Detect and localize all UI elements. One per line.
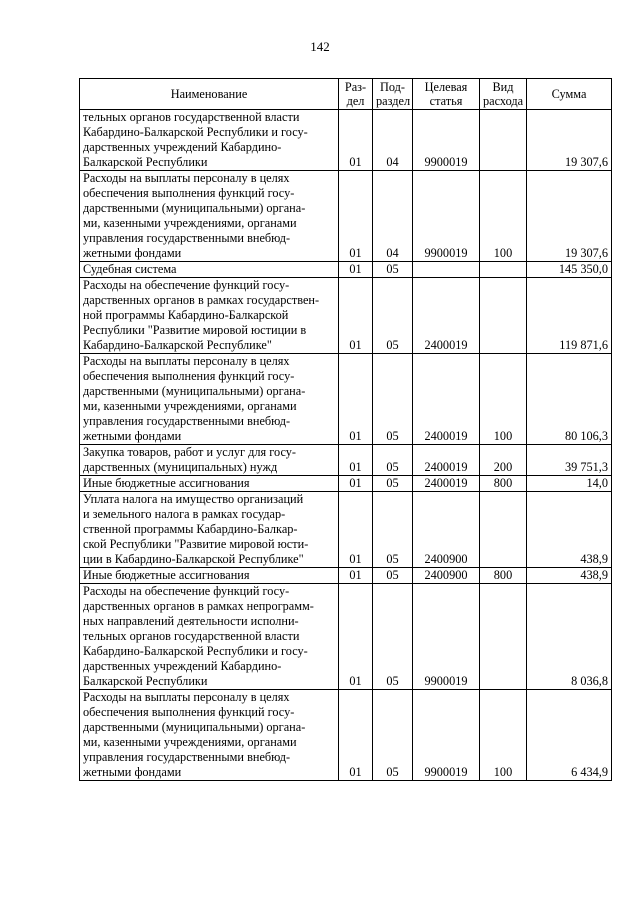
cell-sum: 19 307,6	[527, 110, 612, 171]
cell-name: Расходы на выплаты персоналу в целях обеспечения выполнения функций госу- дарственными (муниципальными) органа- ми, казенными учреждениями, органами управления государственными внебюд- жетными фондами	[80, 690, 339, 781]
cell-name: тельных органов государственной власти Кабардино-Балкарской Республики и госу- дарственных учреждений Кабардино- Балкарской Республики	[80, 110, 339, 171]
table-row	[80, 568, 612, 584]
cell-name: Уплата налога на имущество организаций и земельного налога в рамках государ- ственной программы Кабардино-Балкар- ской Республики "Развитие мировой юсти- ции в Кабардино-Балкарской Республике"	[80, 492, 339, 568]
cell-target: 2400019	[413, 354, 480, 445]
cell-section: 01	[339, 568, 373, 584]
cell-type: 800	[480, 476, 527, 492]
cell-subsection: 05	[373, 445, 413, 476]
cell-sum: 39 751,3	[527, 445, 612, 476]
cell-target: 2400019	[413, 476, 480, 492]
cell-name: Расходы на обеспечение функций госу- дарственных органов в рамках непрограмм- ных направлений деятельности исполни- тельных органов государственной власти Кабардино-Балкарской Республики и госу- дарственных учреждений Кабардино- Балкарской Республики	[80, 584, 339, 690]
cell-section: 01	[339, 354, 373, 445]
header-section: Раз- дел	[339, 79, 373, 110]
page-number: 142	[310, 39, 330, 54]
cell-name: Судебная система	[80, 262, 339, 278]
cell-target: 2400900	[413, 492, 480, 568]
cell-type	[480, 262, 527, 278]
cell-target: 9900019	[413, 110, 480, 171]
cell-target: 2400900	[413, 568, 480, 584]
cell-type: 800	[480, 568, 527, 584]
table-row	[80, 278, 612, 354]
table-header-row	[80, 79, 612, 110]
cell-name: Закупка товаров, работ и услуг для госу- дарственных (муниципальных) нужд	[80, 445, 339, 476]
cell-name: Расходы на обеспечение функций госу- дарственных органов в рамках государствен- ной программы Кабардино-Балкарской Республики "Развитие мировой юстиции в Кабардино-Балкарской Республике"	[80, 278, 339, 354]
cell-subsection: 04	[373, 171, 413, 262]
cell-section: 01	[339, 110, 373, 171]
cell-type	[480, 492, 527, 568]
cell-sum: 438,9	[527, 492, 612, 568]
cell-subsection: 05	[373, 690, 413, 781]
cell-sum: 6 434,9	[527, 690, 612, 781]
cell-target: 9900019	[413, 690, 480, 781]
cell-target: 2400019	[413, 278, 480, 354]
cell-sum: 8 036,8	[527, 584, 612, 690]
table-body	[80, 110, 612, 781]
cell-sum: 80 106,3	[527, 354, 612, 445]
cell-type: 100	[480, 690, 527, 781]
cell-sum: 14,0	[527, 476, 612, 492]
table-row	[80, 492, 612, 568]
cell-subsection: 05	[373, 476, 413, 492]
cell-target: 2400019	[413, 445, 480, 476]
cell-subsection: 05	[373, 584, 413, 690]
cell-section: 01	[339, 690, 373, 781]
header-target: Целевая статья	[413, 79, 480, 110]
cell-target	[413, 262, 480, 278]
cell-sum: 19 307,6	[527, 171, 612, 262]
cell-type	[480, 278, 527, 354]
cell-section: 01	[339, 171, 373, 262]
cell-sum: 438,9	[527, 568, 612, 584]
table-row	[80, 476, 612, 492]
header-sum: Сумма	[527, 79, 612, 110]
cell-subsection: 04	[373, 110, 413, 171]
cell-subsection: 05	[373, 568, 413, 584]
cell-section: 01	[339, 278, 373, 354]
table-row	[80, 690, 612, 781]
cell-subsection: 05	[373, 354, 413, 445]
cell-type: 200	[480, 445, 527, 476]
table-row	[80, 110, 612, 171]
cell-name: Расходы на выплаты персоналу в целях обеспечения выполнения функций госу- дарственными (муниципальными) органа- ми, казенными учреждениями, органами управления государственными внебюд- жетными фондами	[80, 354, 339, 445]
cell-target: 9900019	[413, 584, 480, 690]
table-row	[80, 445, 612, 476]
cell-target: 9900019	[413, 171, 480, 262]
cell-subsection: 05	[373, 262, 413, 278]
table-row	[80, 584, 612, 690]
cell-name: Иные бюджетные ассигнования	[80, 476, 339, 492]
header-type: Вид расхода	[480, 79, 527, 110]
table-row	[80, 354, 612, 445]
cell-name: Иные бюджетные ассигнования	[80, 568, 339, 584]
table-row	[80, 262, 612, 278]
cell-section: 01	[339, 492, 373, 568]
cell-type: 100	[480, 354, 527, 445]
cell-section: 01	[339, 476, 373, 492]
cell-name: Расходы на выплаты персоналу в целях обеспечения выполнения функций госу- дарственными (муниципальными) органа- ми, казенными учреждениями, органами управления государственными внебюд- жетными фондами	[80, 171, 339, 262]
cell-section: 01	[339, 584, 373, 690]
cell-section: 01	[339, 262, 373, 278]
budget-table	[79, 78, 612, 781]
table-row	[80, 171, 612, 262]
cell-sum: 145 350,0	[527, 262, 612, 278]
cell-type: 100	[480, 171, 527, 262]
cell-sum: 119 871,6	[527, 278, 612, 354]
cell-subsection: 05	[373, 278, 413, 354]
cell-type	[480, 110, 527, 171]
header-subsection: Под- раздел	[373, 79, 413, 110]
cell-subsection: 05	[373, 492, 413, 568]
header-name: Наименование	[80, 79, 339, 110]
cell-section: 01	[339, 445, 373, 476]
cell-type	[480, 584, 527, 690]
